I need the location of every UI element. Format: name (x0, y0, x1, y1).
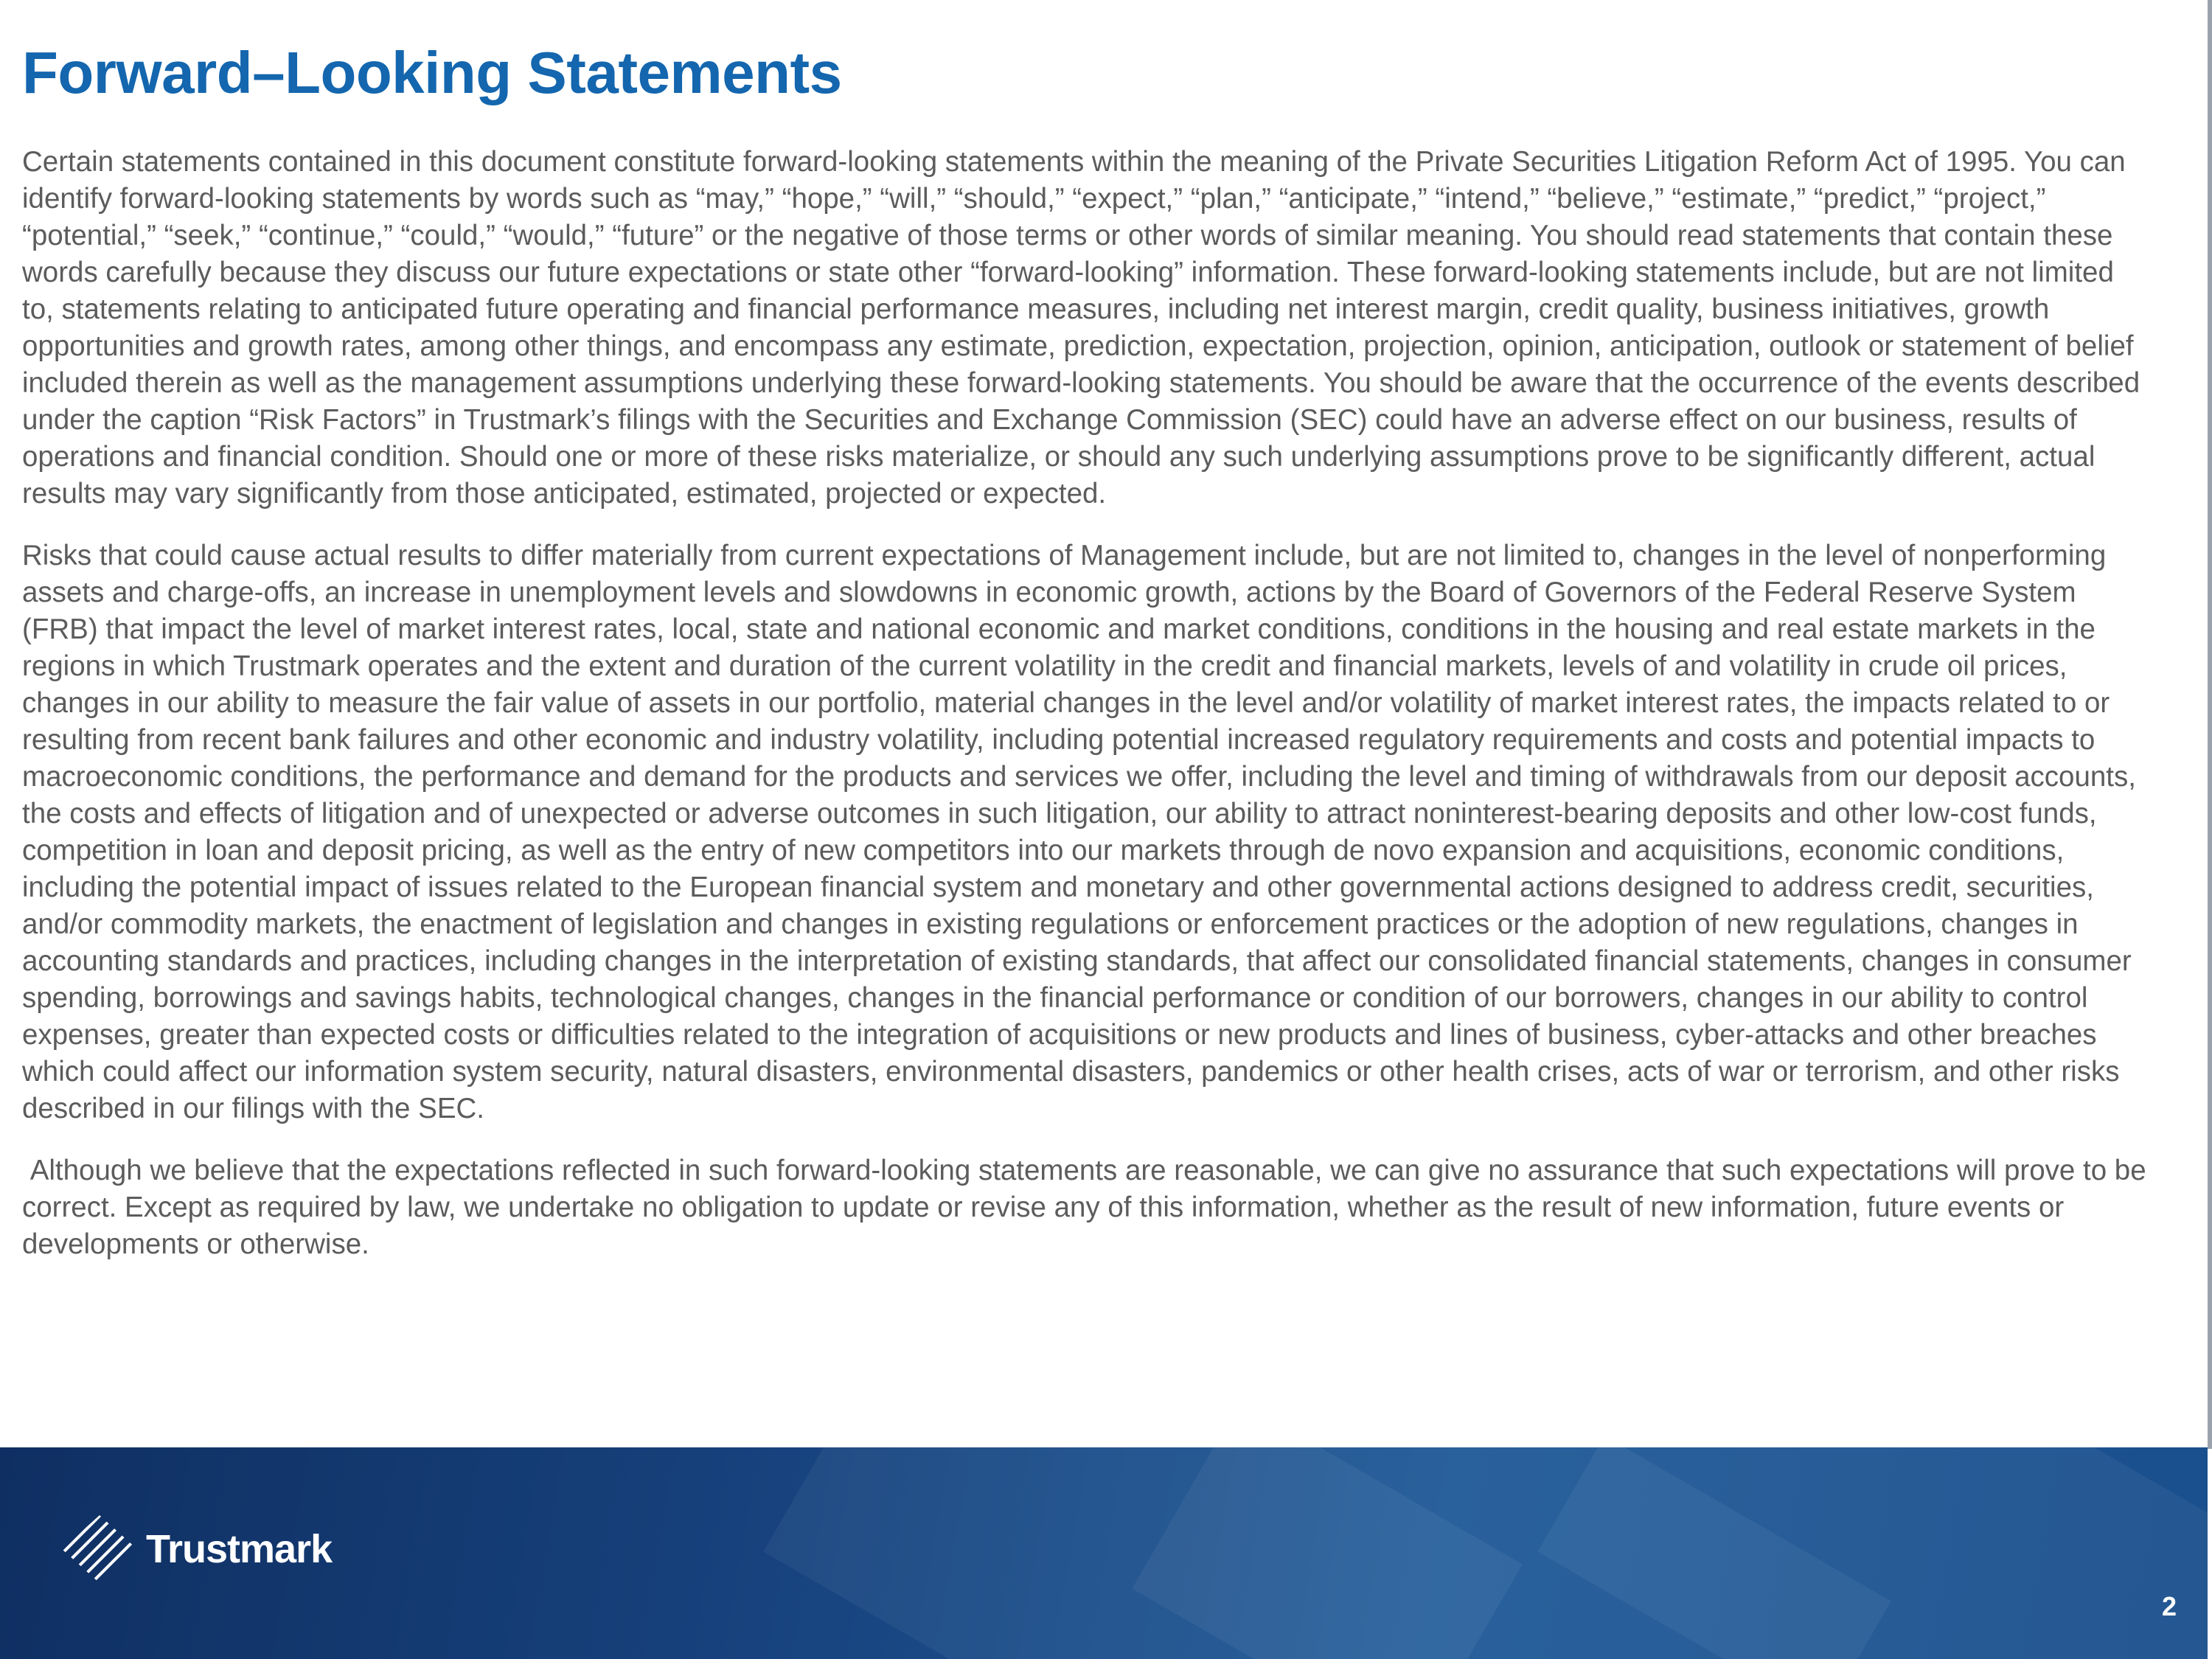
page-number: 2 (2161, 1591, 2177, 1621)
trustmark-logo-text: Trustmark (146, 1527, 333, 1571)
paragraph-risk-factors: Risks that could cause actual results to differ materially from current expectations of Management include, but are not limited to, changes in the level of nonperforming assets and charge-offs, an increase in unemployment levels and slowdowns in economic growth, actions by the Board of Governors of the Federal Reserve System (FRB) that impact the level of market interest rates, local, state and national economic and market conditions, conditions in the housing and real estate markets in the regions in which Trustmark operates and the extent and duration of the current volatility in the credit and financial markets, levels of and volatility in crude oil prices, changes in our ability to measure the fair value of assets in our portfolio, material changes in the level and/or volatility of market interest rates, the impacts related to or resulting from recent bank failures and other economic and industry volatility, including potential increased regulatory requirements and costs and potential impacts to macroeconomic conditions, the performance and demand for the products and services we offer, including the level and timing of withdrawals from our deposit accounts, the costs and effects of litigation and of unexpected or adverse outcomes in such litigation, our ability to attract noninterest-bearing deposits and other low-cost funds, competition in loan and deposit pricing, as well as the entry of new competitors into our markets through de novo expansion and acquisitions, economic conditions, including the potential impact of issues related to the European financial system and monetary and other governmental actions designed to address credit, securities, and/or commodity markets, the enactment of legislation and changes in existing regulations or enforcement practices or the adoption of new regulations, changes in accounting standards and practices, including changes in the interpretation of existing standards, that affect our consolidated financial statements, changes in consumer spending, borrowings and savings habits, technological changes, changes in the financial performance or condition of our borrowers, changes in our ability to control expenses, greater than expected costs or difficulties related to the integration of acquisitions or new products and lines of business, cyber-attacks and other breaches which could affect our information system security, natural disasters, environmental disasters, pandemics or other health crises, acts of war or terrorism, and other risks described in our filings with the SEC. (22, 540, 2136, 1124)
trustmark-logo-icon (59, 1512, 140, 1586)
paragraph-no-assurance: Although we believe that the expectations reflected in such forward-looking statements are reasonable, we can give no assurance that such expectations will prove to be correct. Except as required by law, we undertake no obligation to update or revise any of this information, whether as the result of new information, future events or developments or otherwise. (22, 1155, 2154, 1260)
slide-edge-divider (2208, 0, 2212, 1449)
page-title: Forward–Looking Statements (22, 40, 842, 105)
trustmark-logo (59, 1512, 332, 1586)
footer-banner (0, 1447, 2208, 1659)
paragraph-safe-harbor: Certain statements contained in this document constitute forward-looking statements within the meaning of the Private Securities Litigation Reform Act of 1995. You can identify forward-looking statements by words such as “may,” “hope,” “will,” “should,” “expect,” “plan,” “anticipate,” “intend,” “believe,” “estimate,” “predict,” “project,” “potential,” “seek,” “continue,” “could,” “would,” “future” or the negative of those terms or other words of similar meaning. You should read statements that contain these words carefully because they discuss our future expectations or state other “forward-looking” information. These forward-looking statements include, but are not limited to, statements relating to anticipated future operating and financial performance measures, including net interest margin, credit quality, business initiatives, growth opportunities and growth rates, among other things, and encompass any estimate, prediction, expectation, projection, opinion, anticipation, outlook or statement of belief included therein as well as the management assumptions underlying these forward-looking statements. You should be aware that the occurrence of the events described under the caption “Risk Factors” in Trustmark’s filings with the Securities and Exchange Commission (SEC) could have an adverse effect on our business, results of operations and financial condition. Should one or more of these risks materialize, or should any such underlying assumptions prove to be significantly different, actual results may vary significantly from those anticipated, estimated, projected or expected. (22, 146, 2140, 509)
disclaimer-body (22, 144, 2153, 1288)
